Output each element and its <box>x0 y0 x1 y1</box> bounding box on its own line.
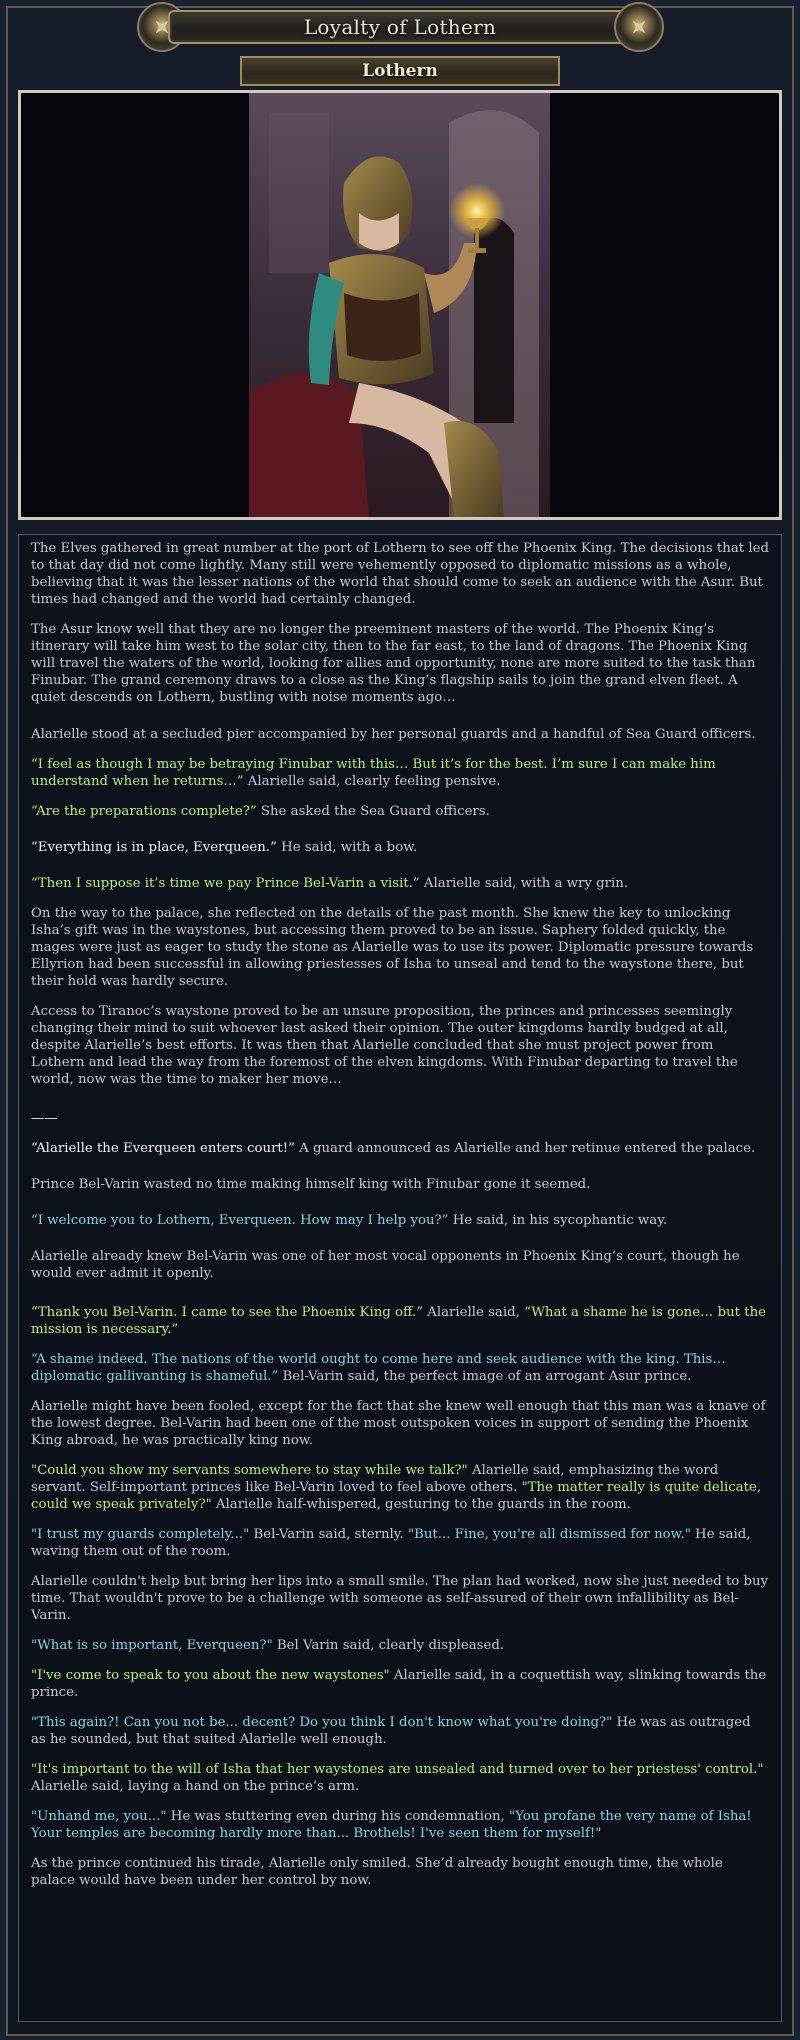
dialogue-quote: "But... Fine, you're all dismissed for now." <box>407 1527 691 1542</box>
dialogue-quote: “Then I suppose it’s time we pay Prince Bel-Varin a visit.” <box>31 876 420 891</box>
location-banner <box>240 56 560 86</box>
location-title: Lothern <box>362 61 438 81</box>
dialogue-quote: "This again?! Can you not be... decent? Do you think I don't know what you're doing?" <box>31 1715 613 1730</box>
story-paragraph: The Elves gathered in great number at the port of Lothern to see off the Phoenix King. The decisions that led to that day did not come lightly. Many still were vehemently opposed to diplomatic missions as a whole, believing that it was the lesser nations of the world that should come to seek an audience with the Asur. But times had changed and the world had certainly changed. <box>31 541 769 607</box>
story-paragraph: Prince Bel-Varin wasted no time making himself king with Finubar gone it seemed. <box>31 1177 591 1192</box>
story-paragraph: On the way to the palace, she reflected on the details of the past month. She knew the key to unlocking Isha’s gift was in the waystones, but accessing them proved to be an issue. Saphery folded quickly, the mages were just as eager to study the stone as Alarielle was to use its power. Diplomatic pressure towards Ellyrion had been successful in allowing priestesses of Isha to unseal and tend to the waystone there, but their hold was hardly secure. <box>31 906 754 989</box>
story-paragraph: Alarielle might have been fooled, except for the fact that she knew well enough that this man was a knave of the lowest degree. Bel-Varin had been one of the most outspoken voices in support of sending the Phoenix King abroad, he was practically king now. <box>31 1399 766 1448</box>
dialogue-paragraph: “A shame indeed. The nations of the world ought to come here and seek audience with the king. This… diplomatic gallivanting is shameful.” Bel-Varin said, the perfect image of an arrogant Asur prince. <box>31 1352 726 1384</box>
dialogue-paragraph: “Are the preparations complete?” She asked the Sea Guard officers. <box>31 804 490 819</box>
dialogue-paragraph: "What is so important, Everqueen?" Bel Varin said, clearly displeased. <box>31 1638 505 1653</box>
event-story-panel[interactable] <box>18 534 782 2022</box>
dialogue-quote: “Are the preparations complete?” <box>31 804 257 819</box>
dialogue-paragraph: "I've come to speak to you about the new waystones" Alarielle said, in a coquettish way, slinking towards the prince. <box>31 1668 767 1700</box>
dialogue-paragraph: “I feel as though I may be betraying Finubar with this… But it’s for the best. I’m sure I can make him understand when he returns…” Alarielle said, clearly feeling pensive. <box>31 757 716 789</box>
dialogue-quote: "The matter really is quite delicate, could we speak privately?" <box>31 1480 762 1512</box>
event-image-panel <box>18 90 782 520</box>
story-paragraph: As the prince continued his tirade, Alarielle only smiled. She’d already bought enough time, the whole palace would have been under her control by now. <box>31 1856 723 1888</box>
dialogue-paragraph: “Thank you Bel-Varin. I came to see the Phoenix King off.” Alarielle said, “What a shame he is gone… but the mission is necessary.” <box>31 1305 767 1337</box>
story-paragraph: Access to Tiranoc’s waystone proved to be an unsure proposition, the princes and princesses seemingly changing their mind to suit whoever last asked their opinion. The outer kingdoms hardly budged at all, despite Alarielle’s best efforts. It was then that Alarielle concluded that she must project power from Lothern and lead the way from the foremost of the elven kingdoms. With Finubar departing to travel the world, now was the time to maker her move… <box>31 1004 738 1087</box>
dialogue-paragraph: "This again?! Can you not be... decent? Do you think I don't know what you're doing?" He was as outraged as he sounded, but that suited Alarielle well enough. <box>31 1715 751 1747</box>
dialogue-quote: “Alarielle the Everqueen enters court!” <box>31 1141 295 1156</box>
dialogue-quote: "You profane the very name of Isha! Your temples are becoming hardly more than... Brothels! I've seen them for myself!" <box>31 1809 752 1841</box>
dialogue-quote: "Unhand me, you..." <box>31 1809 167 1824</box>
dialogue-paragraph: “Alarielle the Everqueen enters court!” A guard announced as Alarielle and her retinue entered the palace. <box>31 1141 756 1156</box>
dialogue-paragraph: "I trust my guards completely..." Bel-Varin said, sternly. "But... Fine, you're all dismissed for now." He said, waving them out of the room. <box>31 1527 751 1559</box>
dialogue-paragraph: "Could you show my servants somewhere to stay while we talk?" Alarielle said, emphasizing the word servant. Self-important princes like Bel-Varin loved to feel above others. "The matter really is quite delicate, could we speak privately?" Alarielle half-whispered, gesturing to the guards in the room. <box>31 1463 762 1512</box>
dialogue-quote: “Thank you Bel-Varin. I came to see the Phoenix King off.” <box>31 1305 424 1320</box>
dialogue-quote: “I welcome you to Lothern, Everqueen. How may I help you?” <box>31 1213 449 1228</box>
dialogue-quote: "I've come to speak to you about the new waystones" <box>31 1668 390 1683</box>
right-emblem-icon <box>614 2 664 52</box>
dialogue-quote: “Everything is in place, Everqueen.” <box>31 840 277 855</box>
dialogue-quote: "What is so important, Everqueen?" <box>31 1638 273 1653</box>
event-title-bar <box>168 10 632 44</box>
event-illustration <box>249 93 550 517</box>
dialogue-quote: "Could you show my servants somewhere to stay while we talk?" <box>31 1463 468 1478</box>
story-paragraph: The Asur know well that they are no longer the preeminent masters of the world. The Phoenix King’s itinerary will take him west to the solar city, then to the far east, to the land of dragons. The Phoenix King will travel the waters of the world, looking for allies and opportunity, none are more suited to the task than Finubar. The grand ceremony draws to a close as the King’s flagship sails to join the grand elven fleet. A quiet descends on Lothern, bustling with noise moments ago… <box>31 622 756 705</box>
dialogue-quote: "I trust my guards completely..." <box>31 1527 250 1542</box>
dialogue-paragraph: “I welcome you to Lothern, Everqueen. How may I help you?” He said, in his sycophantic way. <box>31 1213 668 1228</box>
story-paragraph: Alarielle already knew Bel-Varin was one of her most vocal opponents in Phoenix King’s court, though he would ever admit it openly. <box>31 1249 740 1281</box>
dialogue-quote: “A shame indeed. The nations of the world ought to come here and seek audience with the king. This… diplomatic gallivanting is shameful.” <box>31 1352 726 1384</box>
dialogue-quote: "It's important to the will of Isha that her waystones are unsealed and turned over to her priestess' control." <box>31 1762 764 1777</box>
event-title: Loyalty of Lothern <box>303 15 497 39</box>
dialogue-quote: “What a shame he is gone… but the mission is necessary.” <box>31 1305 767 1337</box>
dialogue-paragraph: “Everything is in place, Everqueen.” He said, with a bow. <box>31 840 418 855</box>
story-paragraph: Alarielle couldn't help but bring her lips into a small smile. The plan had worked, now she just needed to buy time. That wouldn't prove to be a challenge with someone as self-assured of their own infallibility as Bel-Varin. <box>31 1574 769 1623</box>
dialogue-paragraph: "Unhand me, you..." He was stuttering even during his condemnation, "You profane the very name of Isha! Your temples are becoming hardly more than... Brothels! I've seen them for myself!" <box>31 1809 752 1841</box>
dialogue-paragraph: "It's important to the will of Isha that her waystones are unsealed and turned over to her priestess' control." Alarielle said, laying a hand on the prince’s arm. <box>31 1762 764 1794</box>
dialogue-quote: “I feel as though I may be betraying Finubar with this… But it’s for the best. I’m sure I can make him understand when he returns…” <box>31 757 716 789</box>
dialogue-paragraph: “Then I suppose it’s time we pay Prince Bel-Varin a visit.” Alarielle said, with a wry grin. <box>31 876 629 891</box>
story-paragraph: Alarielle stood at a secluded pier accompanied by her personal guards and a handful of Sea Guard officers. <box>31 727 756 742</box>
section-separator: —— <box>31 1111 58 1126</box>
